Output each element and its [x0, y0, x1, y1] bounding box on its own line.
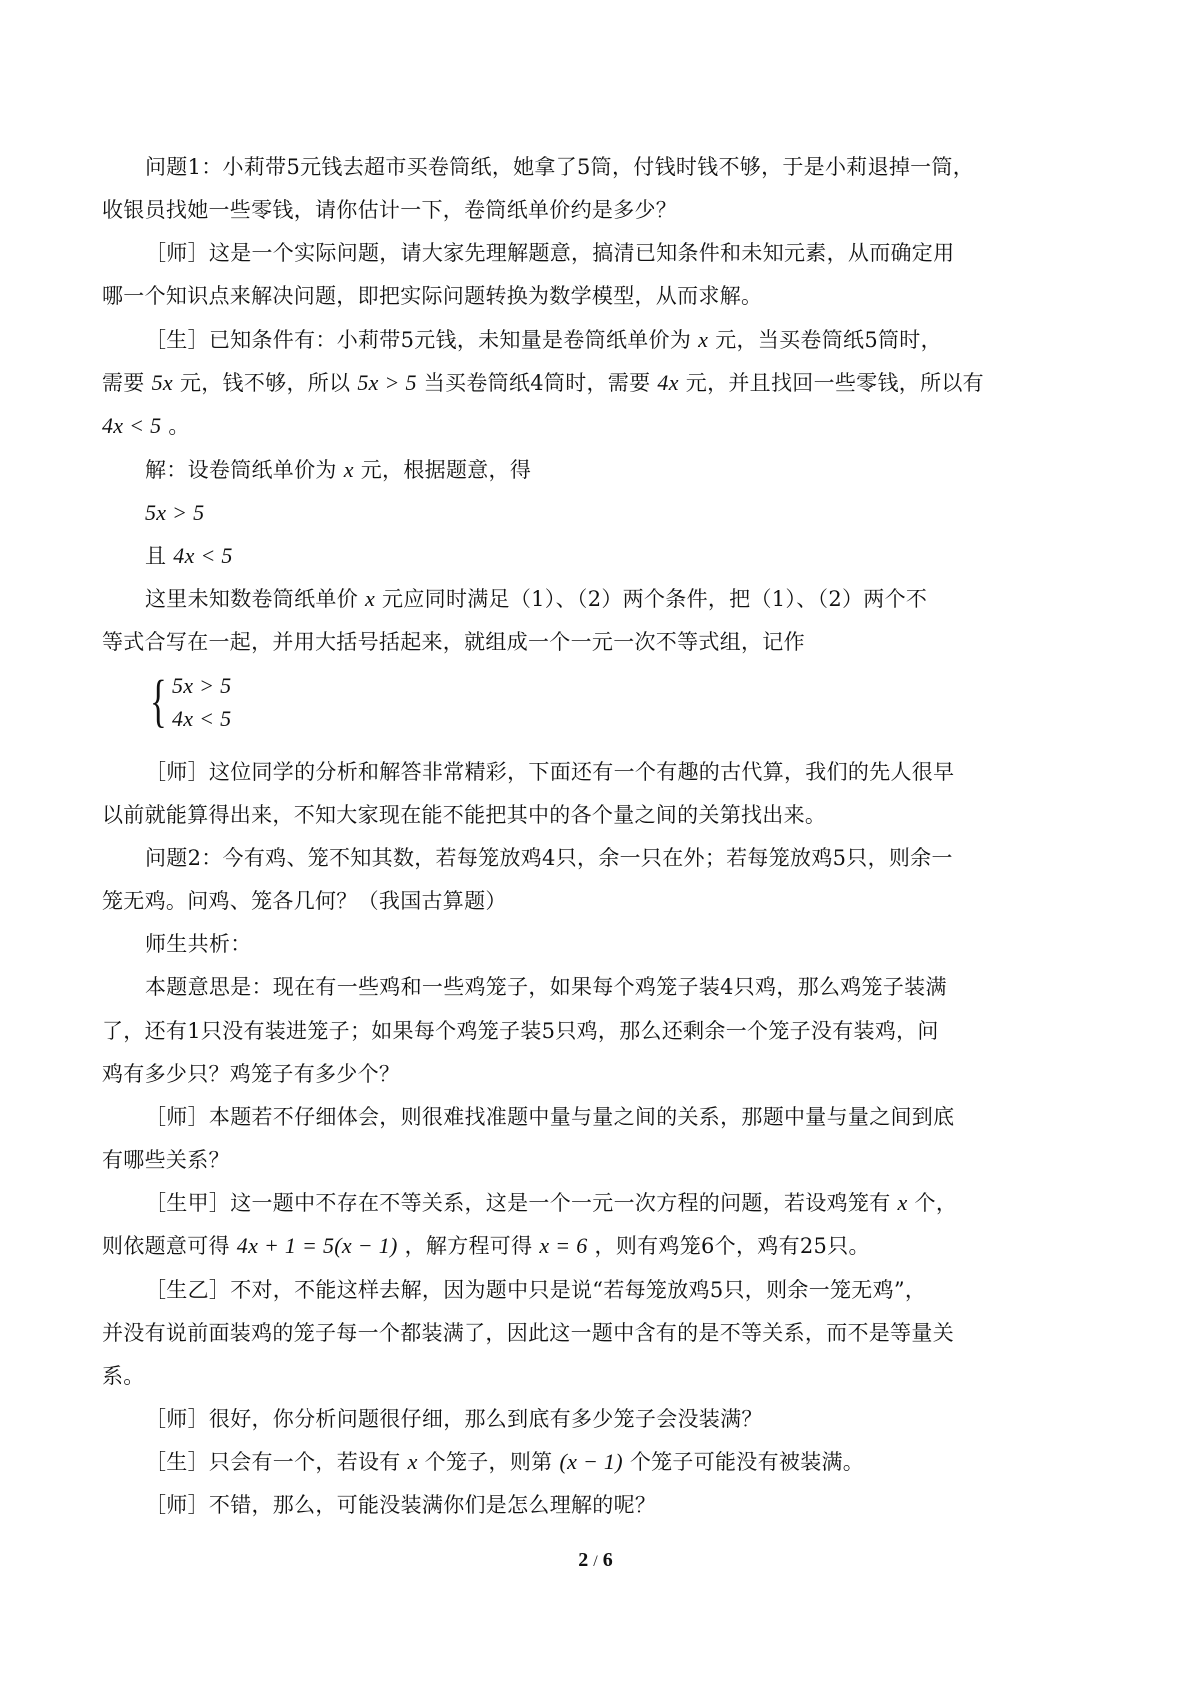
system-brace: {	[150, 668, 167, 733]
math-inequality-2: 4x < 5	[173, 543, 233, 568]
text-segment: 元，根据题意，得	[360, 458, 532, 482]
student-b-line1: ［生乙］不对，不能这样去解，因为题中只是说“若每笼放鸡5只，则余一笼无鸡”，	[145, 1278, 927, 1302]
math-inequality-1: 5x > 5	[172, 673, 232, 698]
student-a-line2	[102, 1231, 870, 1261]
solution-inequality-1	[145, 498, 204, 528]
solution-intro	[145, 455, 531, 485]
teacher-remark-1-line1: ［师］这是一个实际问题，请大家先理解题意，搞清已知条件和未知元素，从而确定用	[145, 241, 955, 265]
student-answer-line2	[102, 368, 984, 398]
text-segment: 元，并且找回一些零钱，所以有	[685, 371, 984, 395]
text-segment: ［生］已知条件有：小莉带5元钱，未知量是卷筒纸单价为	[145, 328, 692, 352]
math-equation: 4x + 1 = 5(x − 1)	[236, 1233, 398, 1258]
explanation-line1	[145, 584, 927, 614]
text-segment: 。	[168, 414, 190, 438]
math-inequality-1: 5x > 5	[357, 370, 417, 395]
page-number	[0, 1549, 1191, 1572]
student-answer-line3	[102, 411, 190, 441]
math-x: x	[698, 327, 709, 352]
text-segment: ［生］只会有一个，若设有	[145, 1450, 401, 1474]
meaning-line3: 鸡有多少只？鸡笼子有多少个？	[102, 1062, 401, 1086]
problem1-line2: 收银员找她一些零钱，请你估计一下，卷筒纸单价约是多少？	[102, 198, 678, 222]
teacher-remark-2-line2: 以前就能算得出来，不知大家现在能不能把其中的各个量之间的关第找出来。	[102, 803, 827, 827]
page-separator: /	[593, 1553, 598, 1570]
math-4x: 4x	[657, 370, 679, 395]
joint-analysis-heading: 师生共析：	[145, 932, 252, 956]
problem2-line2: 笼无鸡。问鸡、笼各几何？（我国古算题）	[102, 889, 507, 913]
math-x-minus-1: (x − 1)	[559, 1449, 623, 1474]
math-inequality-2: 4x < 5	[172, 706, 232, 731]
system-inequality-1	[172, 671, 231, 701]
text-segment: 个，	[914, 1191, 958, 1215]
math-5x: 5x	[151, 370, 173, 395]
text-segment: ，解方程可得	[404, 1234, 533, 1258]
current-page: 2	[578, 1549, 589, 1571]
text-segment: 元，钱不够，所以	[179, 371, 351, 395]
text-segment: ，则有鸡笼6个，鸡有25只。	[594, 1234, 870, 1258]
meaning-line2: 了，还有1只没有装进笼子；如果每个鸡笼子装5只鸡，那么还剩余一个笼子没有装鸡，问	[102, 1019, 939, 1043]
student-b-line3: 系。	[102, 1364, 145, 1388]
teacher-remark-2-line1: ［师］这位同学的分析和解答非常精彩，下面还有一个有趣的古代算，我们的先人很早	[145, 760, 955, 784]
explanation-line2: 等式合写在一起，并用大括号括起来，就组成一个一元一次不等式组，记作	[102, 630, 805, 654]
teacher-remark-5: ［师］不错，那么，可能没装满你们是怎么理解的呢？	[145, 1493, 657, 1517]
math-x: x	[343, 457, 354, 482]
math-x: x	[407, 1449, 418, 1474]
text-segment: 则依题意可得	[102, 1234, 230, 1258]
student-answer-line1	[145, 325, 942, 355]
text-segment: 解：设卷筒纸单价为	[145, 458, 337, 482]
math-solution: x = 6	[539, 1233, 588, 1258]
math-x: x	[897, 1190, 908, 1215]
text-segment: ［生甲］这一题中不存在不等关系，这是一个一元一次方程的问题，若设鸡笼有	[145, 1191, 891, 1215]
student-answer-2	[145, 1447, 864, 1477]
text-segment: 需要	[102, 371, 145, 395]
system-inequality-2	[172, 704, 231, 734]
teacher-remark-3-line1: ［师］本题若不仔细体会，则很难找准题中量与量之间的关系，那题中量与量之间到底	[145, 1105, 955, 1129]
student-b-line2: 并没有说前面装鸡的笼子每一个都装满了，因此这一题中含有的是不等关系，而不是等量关	[102, 1321, 954, 1345]
text-segment: 这里未知数卷筒纸单价	[145, 587, 358, 611]
text-segment: 个笼子可能没有被装满。	[629, 1450, 865, 1474]
teacher-remark-3-line2: 有哪些关系？	[102, 1148, 230, 1172]
teacher-remark-1-line2: 哪一个知识点来解决问题，即把实际问题转换为数学模型，从而求解。	[102, 284, 763, 308]
teacher-remark-4: ［师］很好，你分析问题很仔细，那么到底有多少笼子会没装满？	[145, 1407, 763, 1431]
math-inequality-2: 4x < 5	[102, 413, 162, 438]
meaning-line1: 本题意思是：现在有一些鸡和一些鸡笼子，如果每个鸡笼子装4只鸡，那么鸡笼子装满	[145, 975, 947, 999]
text-segment: 当买卷筒纸4筒时，需要	[423, 371, 651, 395]
total-pages: 6	[602, 1549, 613, 1571]
text-segment: 个笼子，则第	[424, 1450, 553, 1474]
text-segment: 元，当买卷筒纸5筒时，	[715, 328, 942, 352]
text-segment: 元应同时满足（1）、（2）两个条件，把（1）、（2）两个不	[382, 587, 928, 611]
problem2-line1: 问题2：今有鸡、笼不知其数，若每笼放鸡4只，余一只在外；若每笼放鸡5只，则余一	[145, 846, 953, 870]
text-segment: 且	[145, 544, 167, 568]
student-a-line1	[145, 1188, 957, 1218]
problem1-line1: 问题1：小莉带5元钱去超市买卷筒纸，她拿了5筒，付钱时钱不够，于是小莉退掉一筒，	[145, 155, 975, 179]
solution-inequality-2	[145, 541, 233, 571]
math-x: x	[364, 586, 376, 611]
math-inequality-1: 5x > 5	[145, 500, 205, 525]
